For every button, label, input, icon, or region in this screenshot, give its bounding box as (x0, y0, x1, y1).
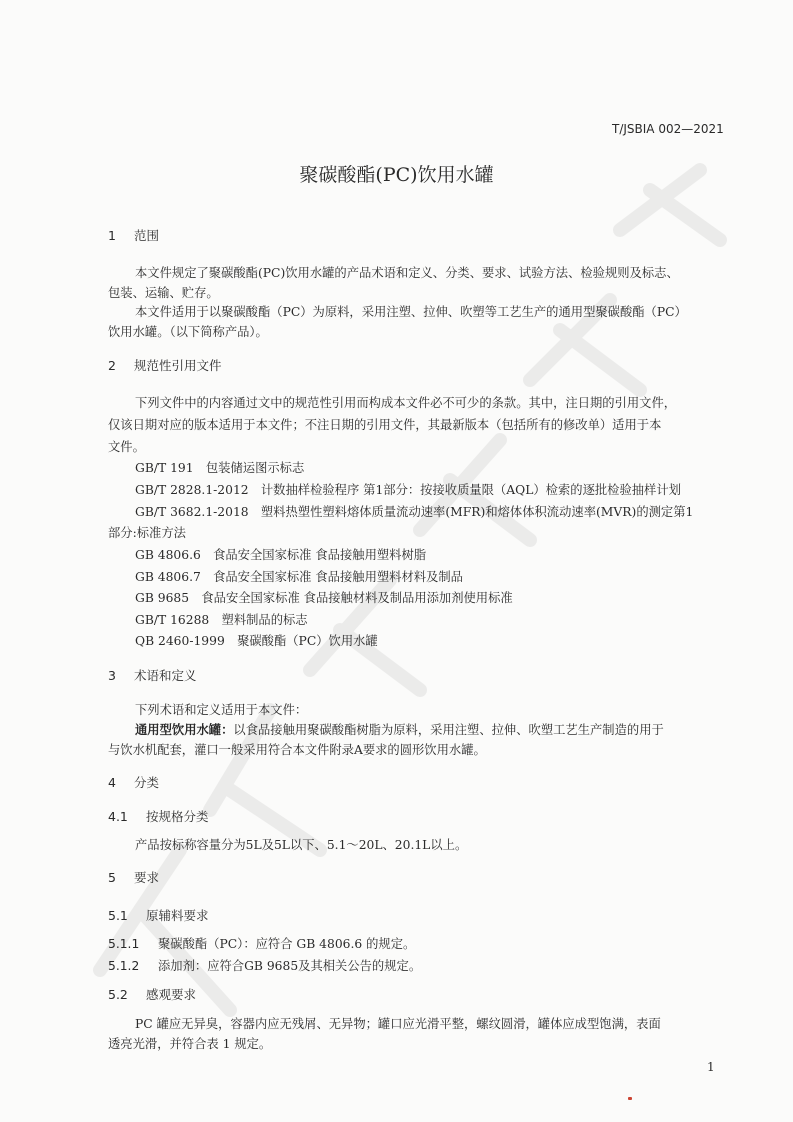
term-definition (135, 720, 664, 738)
reference-item: 部分:标准方法 (108, 526, 186, 540)
section-title: 分类 (134, 775, 160, 790)
paragraph: 饮用水罐。（以下简称产品）。 (108, 325, 268, 339)
reference-item: GB/T 2828.1-2012 计数抽样检验程序 第1部分：按接收质量限（AQL）检索的逐批检验抽样计划 (135, 483, 681, 497)
paragraph: 下列术语和定义适用于本文件： (135, 703, 308, 717)
paragraph: 产品按标称容量分为5L及5L以下、5.1～20L、20.1L以上。 (135, 838, 468, 852)
reference-item: GB 4806.6 食品安全国家标准 食品接触用塑料树脂 (135, 548, 427, 562)
paragraph: 本文件规定了聚碳酸酯(PC)饮用水罐的产品术语和定义、分类、要求、试验方法、检验规则及标志、 (135, 266, 679, 280)
section-1-heading (108, 226, 159, 244)
reference-item: GB 9685 食品安全国家标准 食品接触材料及制品用添加剂使用标准 (135, 591, 513, 605)
section-2-heading (108, 356, 222, 374)
reference-item: GB/T 3682.1-2018 塑料热塑性塑料熔体质量流动速率(MFR)和熔体体积流动速率(MVR)的测定第1 (135, 505, 694, 519)
section-number: 3 (108, 668, 116, 683)
clause-text: 添加剂：应符合GB 9685及其相关公告的规定。 (158, 959, 422, 973)
section-title: 范围 (134, 228, 160, 243)
subsection-number: 4.1 (108, 809, 128, 824)
section-title: 规范性引用文件 (134, 358, 222, 373)
section-4-heading (108, 773, 159, 791)
term-text: 以食品接触用聚碳酸酯树脂为原料，采用注塑、拉伸、吹塑工艺生产制造的用于 (233, 723, 664, 737)
reference-item: QB 2460-1999 聚碳酸酯（PC）饮用水罐 (135, 634, 378, 648)
document-code: T/JSBIA 002—2021 (612, 122, 724, 136)
subsection-title: 感观要求 (146, 987, 197, 1002)
clause-5-1-2 (108, 956, 421, 974)
reference-item: GB 4806.7 食品安全国家标准 食品接触用塑料材料及制品 (135, 570, 463, 584)
subsection-title: 原辅料要求 (146, 908, 209, 923)
paragraph: 透亮光滑，并符合表 1 规定。 (108, 1037, 272, 1051)
paragraph: 包装、运输、贮存。 (108, 286, 219, 300)
reference-item: GB/T 16288 塑料制品的标志 (135, 613, 308, 627)
clause-number: 5.1.2 (108, 959, 140, 973)
subsection-5-1-heading (108, 906, 209, 924)
clause-number: 5.1.1 (108, 937, 140, 951)
subsection-number: 5.2 (108, 987, 128, 1002)
reference-item: GB/T 191 包装储运图示标志 (135, 461, 305, 475)
term-name: 通用型饮用水罐： (135, 723, 234, 737)
section-number: 2 (108, 358, 116, 373)
scan-speck (628, 1097, 632, 1100)
clause-5-1-1 (108, 934, 415, 952)
subsection-title: 按规格分类 (146, 809, 209, 824)
section-5-heading (108, 868, 159, 886)
section-number: 1 (108, 228, 116, 243)
section-number: 4 (108, 775, 116, 790)
subsection-number: 5.1 (108, 908, 128, 923)
paragraph: 下列文件中的内容通过文中的规范性引用而构成本文件必不可少的条款。其中，注日期的引用文件， (135, 396, 677, 410)
paragraph: 文件。 (108, 440, 145, 454)
page-number: 1 (707, 1060, 715, 1074)
paragraph: PC 罐应无异臭，容器内应无残屑、无异物；罐口应光滑平整，螺纹圆滑，罐体应成型饱满，表面 (135, 1017, 661, 1031)
subsection-5-2-heading (108, 985, 196, 1003)
subsection-4-1-heading (108, 807, 209, 825)
clause-text: 聚碳酸酯（PC）：应符合 GB 4806.6 的规定。 (158, 937, 416, 951)
paragraph: 仅该日期对应的版本适用于本文件；不注日期的引用文件，其最新版本（包括所有的修改单）适用于本 (108, 418, 662, 432)
paragraph: 与饮水机配套，灌口一般采用符合本文件附录A要求的圆形饮用水罐。 (108, 743, 486, 757)
document-title: 聚碳酸酯(PC)饮用水罐 (299, 164, 494, 186)
section-title: 术语和定义 (134, 668, 197, 683)
section-3-heading (108, 666, 197, 684)
section-title: 要求 (134, 870, 160, 885)
section-number: 5 (108, 870, 116, 885)
paragraph: 本文件适用于以聚碳酸酯（PC）为原料，采用注塑、拉伸、吹塑等工艺生产的通用型聚碳酸酯（PC） (135, 305, 687, 319)
